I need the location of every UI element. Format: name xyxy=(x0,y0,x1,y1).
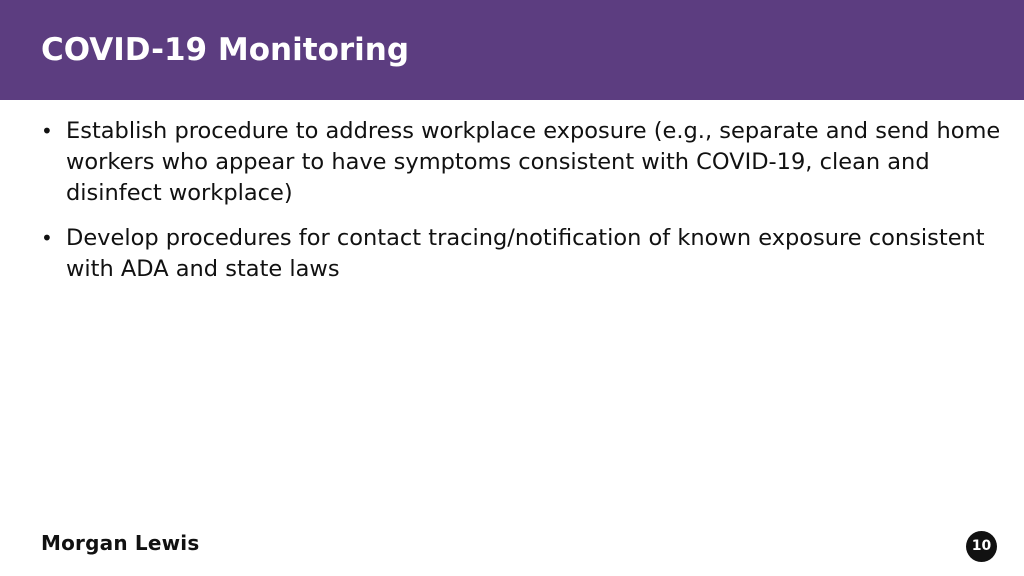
bullet-icon: • xyxy=(41,226,53,250)
bullet-text: Develop procedures for contact tracing/notification of known exposure consistent with ADA and state laws xyxy=(66,225,985,282)
header-bar xyxy=(0,0,1024,100)
bullet-text: Establish procedure to address workplace exposure (e.g., separate and send home workers who appear to have symptoms consistent with COVID-19, clean and disinfect workplace) xyxy=(66,118,1001,206)
page-number-badge: 10 xyxy=(966,531,997,562)
bullet-item xyxy=(41,116,1001,209)
bullet-icon: • xyxy=(41,119,53,143)
bullet-list xyxy=(41,116,1001,299)
morgan-lewis-logo: Morgan Lewis xyxy=(41,531,200,555)
bullet-item xyxy=(41,223,1001,285)
slide-title: COVID-19 Monitoring xyxy=(41,32,410,68)
